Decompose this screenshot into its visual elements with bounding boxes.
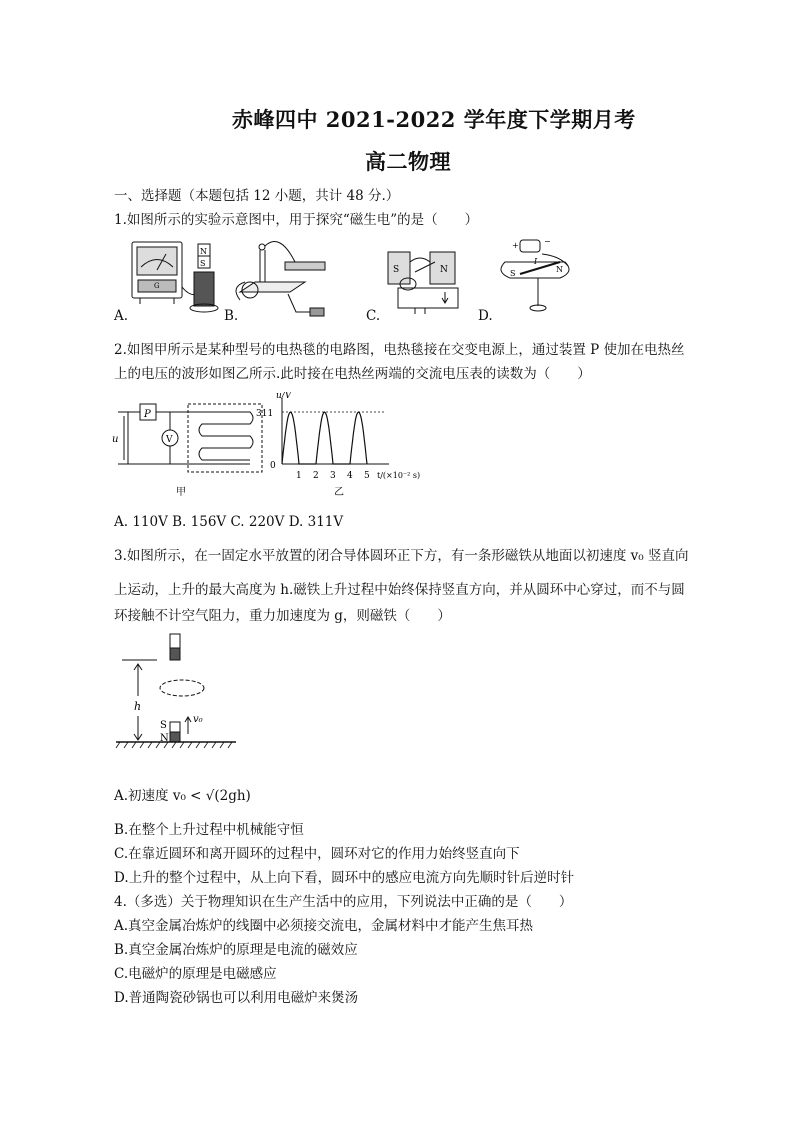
graph-x-axis-label: t/(×10⁻² s) <box>377 471 421 480</box>
graph-x-tick-label: 5 <box>364 471 370 481</box>
graph-y-tick-0: 0 <box>270 461 276 471</box>
q1-fig-d-minus: − <box>544 237 551 246</box>
q2-figures <box>110 392 480 500</box>
graph-x-tick-label: 2 <box>313 471 319 481</box>
q3-figure <box>112 630 252 752</box>
q2-options: A. 110V B. 156V C. 220V D. 311V <box>114 514 344 530</box>
q2-fig-label-yi: 乙 <box>334 487 344 498</box>
q1-fig-b <box>236 242 325 316</box>
exam-subject: 高二物理 <box>365 149 451 174</box>
q1-fig-c-n-label: N <box>440 265 448 275</box>
q1-fig-c-s-label: S <box>393 265 400 275</box>
q2-fig-p-label: P <box>144 409 151 420</box>
q1-fig-a-g-label: G <box>154 282 160 290</box>
q1-option-b-label: B. <box>224 308 239 324</box>
q4-option-b: B.真空金属冶炼炉的原理是电流的磁效应 <box>114 942 358 958</box>
graph-y-tick-311: 311 <box>256 409 274 419</box>
q1-fig-d-plus: + <box>512 241 519 250</box>
q3-fig-s-label: S <box>160 720 167 731</box>
q1-fig-a-n-label: N <box>200 247 207 256</box>
q4-option-d: D.普通陶瓷砂锅也可以利用电磁炉来煲汤 <box>114 990 359 1006</box>
q3-option-c: C.在靠近圆环和离开圆环的过程中，圆环对它的作用力始终竖直向下 <box>114 846 520 862</box>
q1-fig-c <box>388 252 458 314</box>
exam-title: 赤峰四中 2021-2022 学年度下学期月考 <box>232 107 636 132</box>
q4-stem: 4.（多选）关于物理知识在生产生活中的应用，下列说法中正确的是（ ） <box>114 894 573 910</box>
q1-fig-d-s-label: S <box>510 269 516 278</box>
q1-figures <box>110 232 590 324</box>
q3-stem-line2: 上运动，上升的最大高度为 h.磁铁上升过程中始终保持竖直方向，并从圆环中心穿过，而不与圆 <box>114 582 685 598</box>
q1-fig-a-s-label: S <box>200 259 206 268</box>
q3-fig-n-label: N <box>160 733 169 744</box>
q2-circuit-diagram <box>118 404 262 472</box>
q2-stem-line2: 上的电压的波形如图乙所示.此时接在电热丝两端的交流电压表的读数为（ ） <box>114 366 591 382</box>
q1-option-d-label: D. <box>478 308 493 324</box>
q1-fig-d-i-label: I <box>534 257 538 266</box>
q1-fig-d-n-label: N <box>556 265 563 274</box>
graph-y-axis-label: u/V <box>276 392 292 401</box>
graph-x-tick-label: 1 <box>296 471 302 481</box>
section-heading: 一、选择题（本题包括 12 小题，共计 48 分.） <box>114 188 400 204</box>
q1-stem: 1.如图所示的实验示意图中，用于探究“磁生电”的是（ ） <box>114 212 479 228</box>
q3-fig-h-label: h <box>134 700 142 713</box>
q3-stem-line1: 3.如图所示，在一固定水平放置的闭合导体圆环正下方，有一条形磁铁从地面以初速度 v₀ 竖直向 <box>114 548 689 564</box>
q2-fig-u-label: u <box>112 434 119 445</box>
q2-stem-line1: 2.如图甲所示是某种型号的电热毯的电路图，电热毯接在交变电源上，通过装置 P 使加在电热丝 <box>114 342 685 358</box>
q2-fig-v-label: V <box>166 435 173 445</box>
q4-option-c: C.电磁炉的原理是电磁感应 <box>114 966 277 982</box>
q1-option-c-label: C. <box>366 308 381 324</box>
q2-voltage-graph <box>256 392 420 481</box>
q3-fig-v0-label: v₀ <box>193 714 203 725</box>
graph-waveform <box>282 412 367 464</box>
q3-option-a: A.初速度 v₀ < √(2gh) <box>114 788 251 804</box>
q3-stem-line3: 环接触不计空气阻力，重力加速度为 g，则磁铁（ ） <box>114 608 451 624</box>
graph-x-tick-label: 3 <box>330 471 336 481</box>
graph-x-tick-label: 4 <box>347 471 353 481</box>
q3-option-b: B.在整个上升过程中机械能守恒 <box>114 822 304 838</box>
q3-option-d: D.上升的整个过程中，从上向下看，圆环中的感应电流方向先顺时针后逆时针 <box>114 870 575 886</box>
q4-option-a: A.真空金属冶炼炉的线圈中必须接交流电，金属材料中才能产生焦耳热 <box>114 918 534 934</box>
q2-fig-label-jia: 甲 <box>176 487 186 498</box>
q1-option-a-label: A. <box>114 308 129 324</box>
